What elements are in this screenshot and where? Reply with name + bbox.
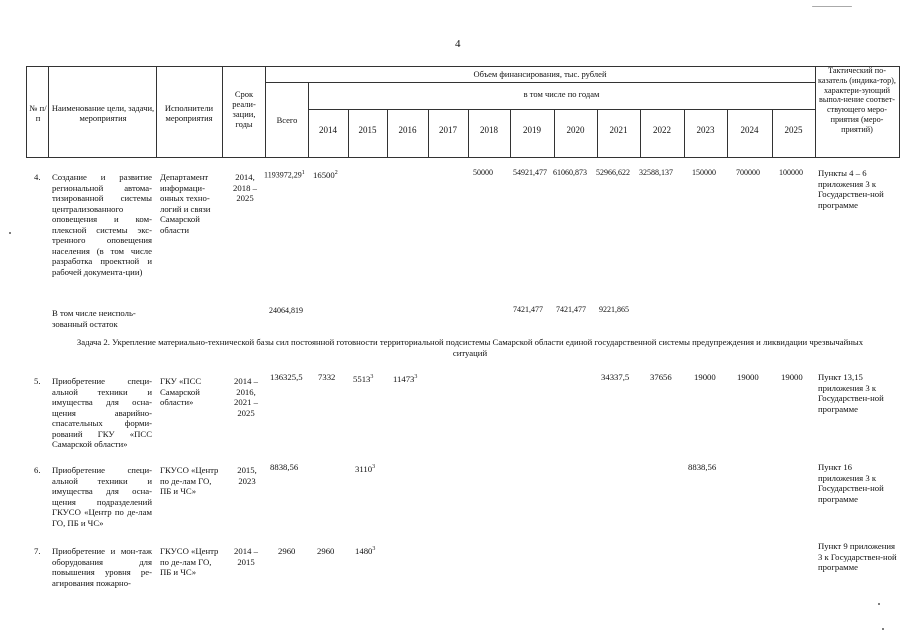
scan-speck (882, 628, 884, 630)
year-2018: 2018 (480, 125, 498, 135)
row-indicator: Пункт 13,15 приложения 3 к Государствен-ной программе (818, 372, 884, 414)
row-2023: 150000 (692, 168, 716, 177)
row-total: 8838,56 (270, 462, 299, 472)
row-executor: ГКУ «ПСС Самарской области» (160, 376, 202, 407)
row-num: 7. (34, 546, 41, 556)
year-2022: 2022 (653, 125, 671, 135)
row-2021: 34337,5 (601, 372, 630, 382)
row-2019: 7421,477 (513, 305, 543, 314)
row-2020: 61060,873 (553, 168, 587, 177)
year-2014: 2014 (319, 125, 337, 135)
header-name: Наименование цели, задачи, мероприятия (51, 103, 155, 123)
row-executor: ГКУСО «Центр по де-лам ГО, ПБ и ЧС» (160, 465, 219, 496)
row-term: 2014 – 2015 (234, 546, 258, 567)
row-executor: Департамент информаци-онных техно-логий и связи Самарской области (160, 172, 211, 235)
row-name: Приобретение и мон-таж оборудования для повышения уровня ре-агирования пожарно- (52, 546, 152, 588)
row-2015: 3110$^3$ (355, 463, 376, 474)
year-2023: 2023 (696, 125, 715, 135)
year-2021: 2021 (609, 125, 628, 135)
row-2021: 9221,865 (599, 305, 629, 314)
header-indicator: Тактический по-казатель (индика-тор), характери-зующий выпол-нение соответ-ствующего меро-приятия (меро-приятий) (818, 66, 896, 134)
row-2014: 2960 (317, 546, 335, 556)
row-2015: 1480$^3$ (355, 545, 376, 556)
row-indicator: Пункт 16 приложения 3 к Государствен-ной программе (818, 462, 884, 504)
row-2016: 11473$^3$ (393, 373, 418, 384)
row-2023: 8838,56 (688, 462, 717, 472)
year-2025: 2025 (784, 125, 803, 135)
year-2017: 2017 (439, 125, 457, 135)
row-2018: 50000 (473, 168, 493, 177)
row-2015: 5513$^3$ (353, 373, 374, 384)
row-2014: 7332 (318, 372, 336, 382)
header-financing: Объем финансирования, тыс. рублей (473, 69, 607, 79)
scan-speck (9, 232, 11, 234)
row-total: 136325,5 (270, 372, 303, 382)
page-number: 4 (455, 38, 461, 50)
row-name: Приобретение специ-альной техники и имущества для осна-щения аварийно-спасательных форми-рований ГКУ «ПСС Самарской области» (52, 376, 152, 449)
row-indicator: Пункт 9 приложения 3 к Государствен-ной программе (818, 541, 897, 572)
year-2019: 2019 (523, 125, 541, 135)
year-2024: 2024 (740, 125, 759, 135)
year-2015: 2015 (358, 125, 377, 135)
row-term: 2015, 2023 (237, 465, 257, 486)
row-term: 2014, 2018 – 2025 (233, 172, 257, 203)
row-num: 5. (34, 376, 41, 386)
row-executor: ГКУСО «Центр по де-лам ГО, ПБ и ЧС» (160, 546, 219, 577)
scan-speck (812, 6, 852, 7)
header-by-years: в том числе по годам (523, 89, 600, 99)
task-heading: Задача 2. Укрепление материально-технической базы сил постоянной готовности территориальной подсистемы Самарской области единой государственной системы предупреждения и ликвидации чрезвычайных ситуаций (76, 337, 864, 358)
row-2023: 19000 (694, 372, 716, 382)
header-term: Срок реали-зации, годы (232, 89, 256, 129)
row-2025: 19000 (781, 372, 803, 382)
row-indicator: Пункты 4 – 6 приложения 3 к Государствен-ной программе (818, 168, 884, 210)
row-total: 2960 (278, 546, 296, 556)
scan-speck (878, 603, 880, 605)
row-num: 6. (34, 465, 41, 475)
row-num: 4. (34, 172, 41, 182)
row-total: 24064,819 (269, 306, 303, 315)
row-2020: 7421,477 (556, 305, 586, 314)
header-total: Всего (276, 115, 298, 125)
year-2016: 2016 (398, 125, 417, 135)
row-2022: 37656 (650, 372, 672, 382)
row-2021: 52966,622 (596, 168, 630, 177)
row-name: Приобретение специ-альной техники и имущества для осна-щения подразделений ГКУСО «Центр по де-лам ГО, ПБ и ЧС» (52, 465, 152, 528)
row-term: 2014 – 2016, 2021 – 2025 (234, 376, 258, 418)
table-header (26, 66, 900, 158)
year-2020: 2020 (566, 125, 585, 135)
row-2025: 100000 (779, 168, 803, 177)
row-name: Создание и развитие региональной автома-тизированной системы централизованного оповещения и ком-плексной системы экс-тренного оповещения населения (в том числе разработка проектной и рабочей документа-ции) (52, 172, 152, 277)
row-2024: 19000 (737, 372, 759, 382)
header-executors: Исполнители мероприятия (164, 103, 214, 123)
row-2014: 16500$^2$ (313, 169, 338, 180)
row-name: В том числе неисполь-зованный остаток (52, 308, 136, 329)
header-num: № п/п (29, 103, 47, 123)
row-2019: 54921,477 (513, 168, 547, 177)
row-2024: 700000 (736, 168, 760, 177)
row-2022: 32588,137 (639, 168, 673, 177)
row-total: 1193972,29$^1$ (264, 170, 305, 180)
